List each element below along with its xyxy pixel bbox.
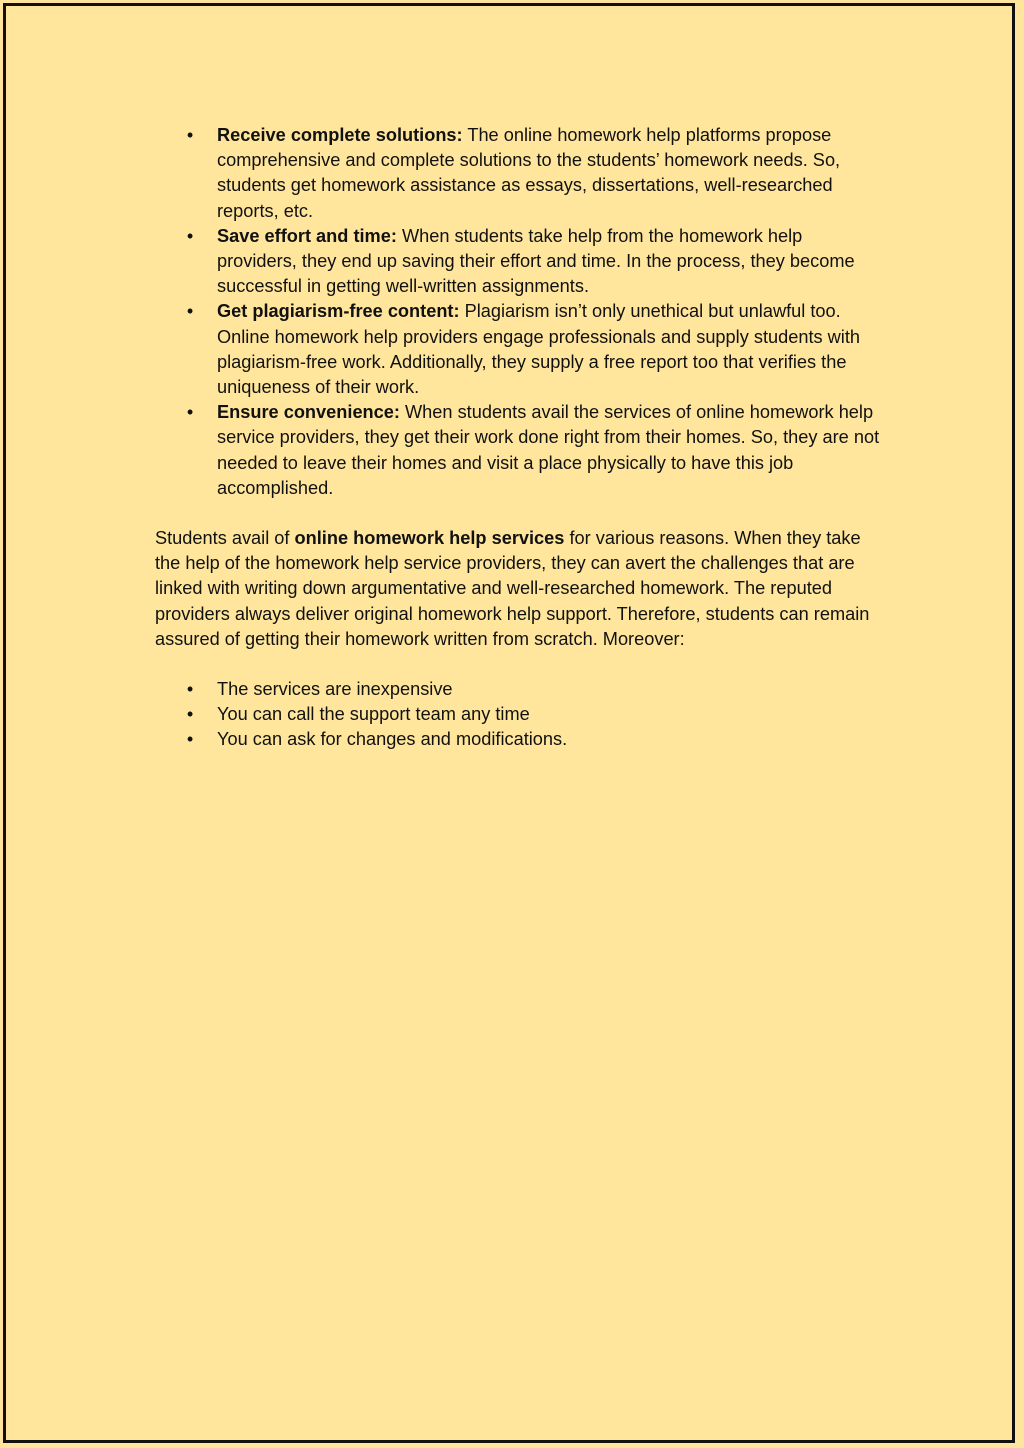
paragraph-text-before: Students avail of (155, 528, 295, 549)
list-item-heading: Receive complete solutions: (217, 125, 463, 145)
bullet-icon: • (186, 679, 194, 700)
list-item-text: Plagiarism isn’t only unethical but unlawful too. Online homework help providers engage professionals and supply students with plagiarism-free work. Additionally, they supply a free report too that verifies the uniqueness of their work. (217, 301, 861, 398)
list-item-receive-complete-solutions (155, 123, 880, 224)
benefits-list (155, 123, 880, 501)
list-item-plagiarism-free-content (155, 299, 880, 400)
body-paragraph (155, 526, 880, 652)
list-item-modifications (155, 727, 880, 752)
list-item-text: The online homework help platforms propose comprehensive and complete solutions to the students’ homework needs. So, students get homework assistance as essays, dissertations, well-researched reports, etc. (217, 125, 841, 221)
list-item-text: You can call the support team any time (217, 704, 530, 725)
bullet-icon: • (186, 301, 194, 322)
list-item-inexpensive (155, 677, 880, 702)
bullet-icon: • (186, 225, 194, 246)
paragraph-bold-phrase: online homework help services (294, 528, 565, 549)
list-item-text: You can ask for changes and modifications. (217, 729, 568, 750)
list-item-heading: Save effort and time: (217, 225, 397, 246)
list-item-support-team (155, 702, 880, 727)
list-item-save-effort-and-time (155, 224, 880, 300)
document-content (155, 123, 880, 753)
bullet-icon: • (186, 704, 194, 725)
extras-list (155, 677, 880, 753)
list-item-text: When students take help from the homework help providers, they end up saving their effort and time. In the process, they become successful in getting well-written assignments. (217, 225, 855, 297)
list-item-heading: Ensure convenience: (217, 402, 400, 423)
paragraph-text-after: for various reasons. When they take the help of the homework help service providers, they can avert the challenges that are linked with writing down argumentative and well-researched homework. The reputed providers always deliver original homework help support. Therefore, students can remain assured of getting their homework written from scratch. Moreover: (155, 528, 870, 649)
bullet-icon: • (186, 729, 194, 750)
bullet-icon: • (186, 402, 194, 423)
list-item-text: The services are inexpensive (217, 679, 453, 700)
list-item-text: When students avail the services of online homework help service providers, they get their work done right from their homes. So, they are not needed to leave their homes and visit a place physically to have this job accomplished. (217, 402, 880, 498)
list-item-heading: Get plagiarism-free content: (217, 301, 460, 322)
bullet-icon: • (186, 125, 194, 145)
list-item-ensure-convenience (155, 400, 880, 501)
